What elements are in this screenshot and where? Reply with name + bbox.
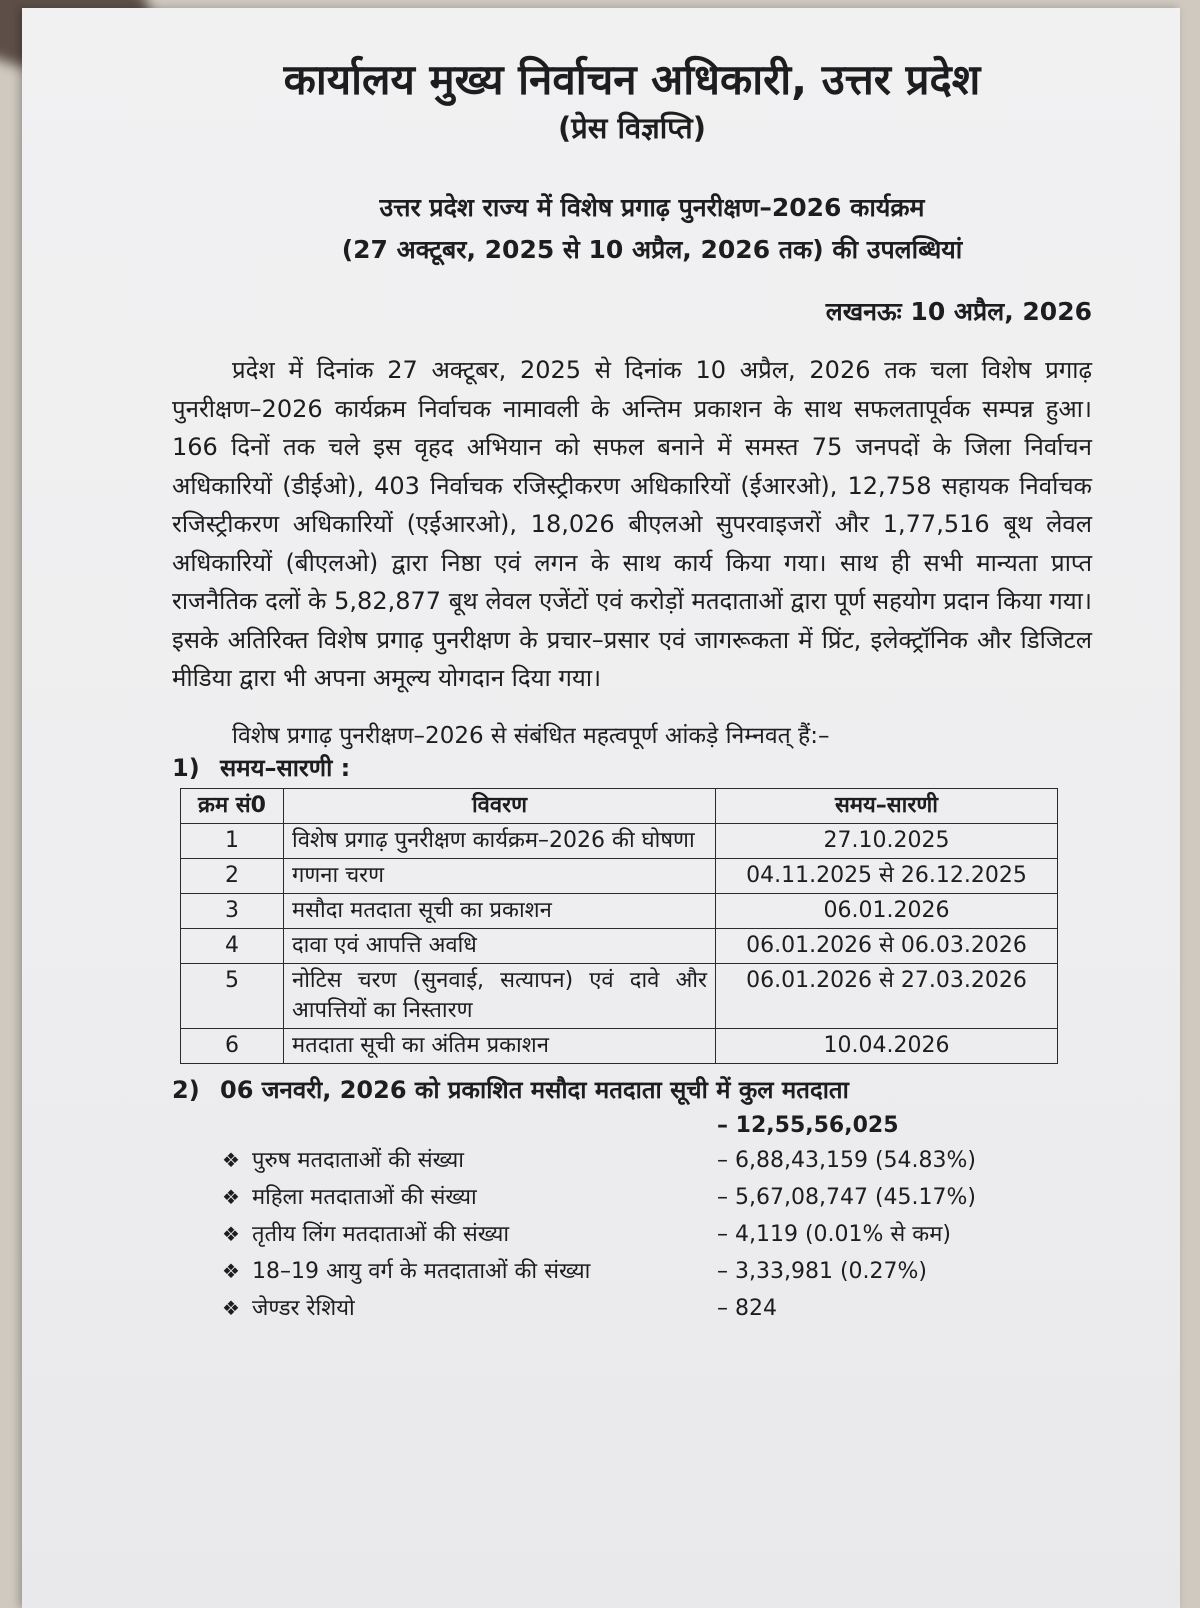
body-paragraph: प्रदेश में दिनांक 27 अक्टूबर, 2025 से दिनांक 10 अप्रैल, 2026 तक चला विशेष प्रगाढ़ पुनरीक्षण–2026 कार्यक्रम निर्वाचक नामावली के अन्तिम प्रकाशन के साथ सफलतापूर्वक सम्पन्न हुआ। 166 दिनों तक चले इस वृहद अभियान को सफल बनाने में समस्त 75 जनपदों के जिला निर्वाचन अधिकारियों (डीईओ), 403 निर्वाचक रजिस्ट्रीकरण अधिकारियों (ईआरओ), 12,758 सहायक निर्वाचक रजिस्ट्रीकरण अधिकारियों (एईआरओ), 18,026 बीएलओ सुपरवाइजरों और 1,77,516 बूथ लेवल अधिकारियों (बीएलओ) द्वारा निष्ठा एवं लगन के साथ कार्य किया गया। साथ ही सभी मान्यता प्राप्त राजनैतिक दलों के 5,82,877 बूथ लेवल एजेंटों एवं करोड़ों मतदाताओं द्वारा पूर्ण सहयोग प्रदान किया गया। इसके अतिरिक्त विशेष प्रगाढ़ पुनरीक्षण के प्रचार–प्रसार एवं जागरूकता में प्रिंट, इलेक्ट्रॉनिक और डिजिटल मीडिया द्वारा भी अपना अमूल्य योगदान दिया गया। bbox=[172, 356, 1092, 692]
row-sno: 2 bbox=[181, 858, 284, 893]
row-sno: 6 bbox=[181, 1028, 284, 1063]
row-schedule: 04.11.2025 से 26.12.2025 bbox=[716, 858, 1058, 893]
row-schedule: 06.01.2026 से 27.03.2026 bbox=[716, 963, 1058, 1028]
list-item bbox=[222, 1216, 1092, 1253]
release-heading bbox=[212, 187, 1092, 271]
office-title: कार्यालय मुख्य निर्वाचन अधिकारी, उत्तर प्रदेश bbox=[283, 55, 981, 104]
list-item bbox=[222, 1179, 1092, 1216]
document-type: (प्रेस विज्ञप्ति) bbox=[558, 111, 706, 145]
row-schedule: 06.01.2026 bbox=[716, 893, 1058, 928]
stat-value: – 6,88,43,159 (54.83%) bbox=[717, 1147, 976, 1173]
page-content bbox=[172, 53, 1092, 1327]
diamond-bullet-icon: ❖ bbox=[222, 1221, 240, 1246]
section-2-heading bbox=[172, 1074, 1092, 1106]
table-row bbox=[181, 928, 1058, 963]
row-description: मतदाता सूची का अंतिम प्रकाशन bbox=[284, 1028, 716, 1063]
row-sno: 1 bbox=[181, 823, 284, 858]
diamond-bullet-icon: ❖ bbox=[222, 1295, 240, 1320]
stat-label: जेण्डर रेशियो bbox=[252, 1295, 355, 1321]
stat-label: 18–19 आयु वर्ग के मतदाताओं की संख्या bbox=[252, 1258, 591, 1284]
table-row bbox=[181, 823, 1058, 858]
row-sno: 4 bbox=[181, 928, 284, 963]
voter-statistics-list bbox=[172, 1142, 1092, 1327]
row-schedule: 10.04.2026 bbox=[716, 1028, 1058, 1063]
table-row bbox=[181, 858, 1058, 893]
section-2-number: 2) bbox=[172, 1075, 200, 1104]
list-item bbox=[222, 1142, 1092, 1179]
table-row bbox=[181, 1028, 1058, 1063]
list-item bbox=[222, 1253, 1092, 1290]
statistics-intro: विशेष प्रगाढ़ पुनरीक्षण–2026 से संबंधित महत्वपूर्ण आंकड़े निम्नवत् हैं:– bbox=[232, 722, 830, 749]
table-row bbox=[181, 893, 1058, 928]
diamond-bullet-icon: ❖ bbox=[222, 1184, 240, 1209]
column-header-sno: क्रम सं0 bbox=[181, 788, 284, 823]
press-release-paper bbox=[22, 8, 1180, 1608]
row-schedule: 27.10.2025 bbox=[716, 823, 1058, 858]
row-description: दावा एवं आपत्ति अवधि bbox=[284, 928, 716, 963]
section-1-number: 1) bbox=[172, 753, 200, 782]
section-1-heading bbox=[172, 752, 1092, 784]
stat-value: – 824 bbox=[717, 1295, 777, 1321]
heading-line-2: (27 अक्टूबर, 2025 से 10 अप्रैल, 2026 तक) की उपलब्धियां bbox=[341, 235, 963, 264]
row-description: विशेष प्रगाढ़ पुनरीक्षण कार्यक्रम–2026 की घोषणा bbox=[284, 823, 716, 858]
stat-label: पुरुष मतदाताओं की संख्या bbox=[252, 1147, 464, 1173]
schedule-table bbox=[180, 788, 1058, 1064]
section-2-title: 06 जनवरी, 2026 को प्रकाशित मसौदा मतदाता सूची में कुल मतदाता bbox=[220, 1075, 849, 1104]
row-sno: 3 bbox=[181, 893, 284, 928]
dateline: लखनऊः 10 अप्रैल, 2026 bbox=[825, 297, 1092, 326]
row-description: गणना चरण bbox=[284, 858, 716, 893]
diamond-bullet-icon: ❖ bbox=[222, 1147, 240, 1172]
stat-label: तृतीय लिंग मतदाताओं की संख्या bbox=[252, 1221, 510, 1247]
heading-line-1: उत्तर प्रदेश राज्य में विशेष प्रगाढ़ पुनरीक्षण–2026 कार्यक्रम bbox=[379, 193, 925, 222]
table-row bbox=[181, 963, 1058, 1028]
column-header-description: विवरण bbox=[284, 788, 716, 823]
row-description: नोटिस चरण (सुनवाई, सत्यापन) एवं दावे और आपत्तियों का निस्तारण bbox=[284, 963, 716, 1028]
stat-value: – 5,67,08,747 (45.17%) bbox=[717, 1184, 976, 1210]
stat-value: – 4,119 (0.01% से कम) bbox=[717, 1221, 951, 1247]
stat-value: – 3,33,981 (0.27%) bbox=[717, 1258, 928, 1284]
row-description: मसौदा मतदाता सूची का प्रकाशन bbox=[284, 893, 716, 928]
section-1-title: समय–सारणी : bbox=[220, 753, 351, 782]
total-voters-value: – 12,55,56,025 bbox=[717, 1112, 899, 1138]
table-header-row bbox=[181, 788, 1058, 823]
row-schedule: 06.01.2026 से 06.03.2026 bbox=[716, 928, 1058, 963]
column-header-schedule: समय–सारणी bbox=[716, 788, 1058, 823]
stat-label: महिला मतदाताओं की संख्या bbox=[252, 1184, 477, 1210]
list-item bbox=[222, 1290, 1092, 1327]
diamond-bullet-icon: ❖ bbox=[222, 1258, 240, 1283]
row-sno: 5 bbox=[181, 963, 284, 1028]
